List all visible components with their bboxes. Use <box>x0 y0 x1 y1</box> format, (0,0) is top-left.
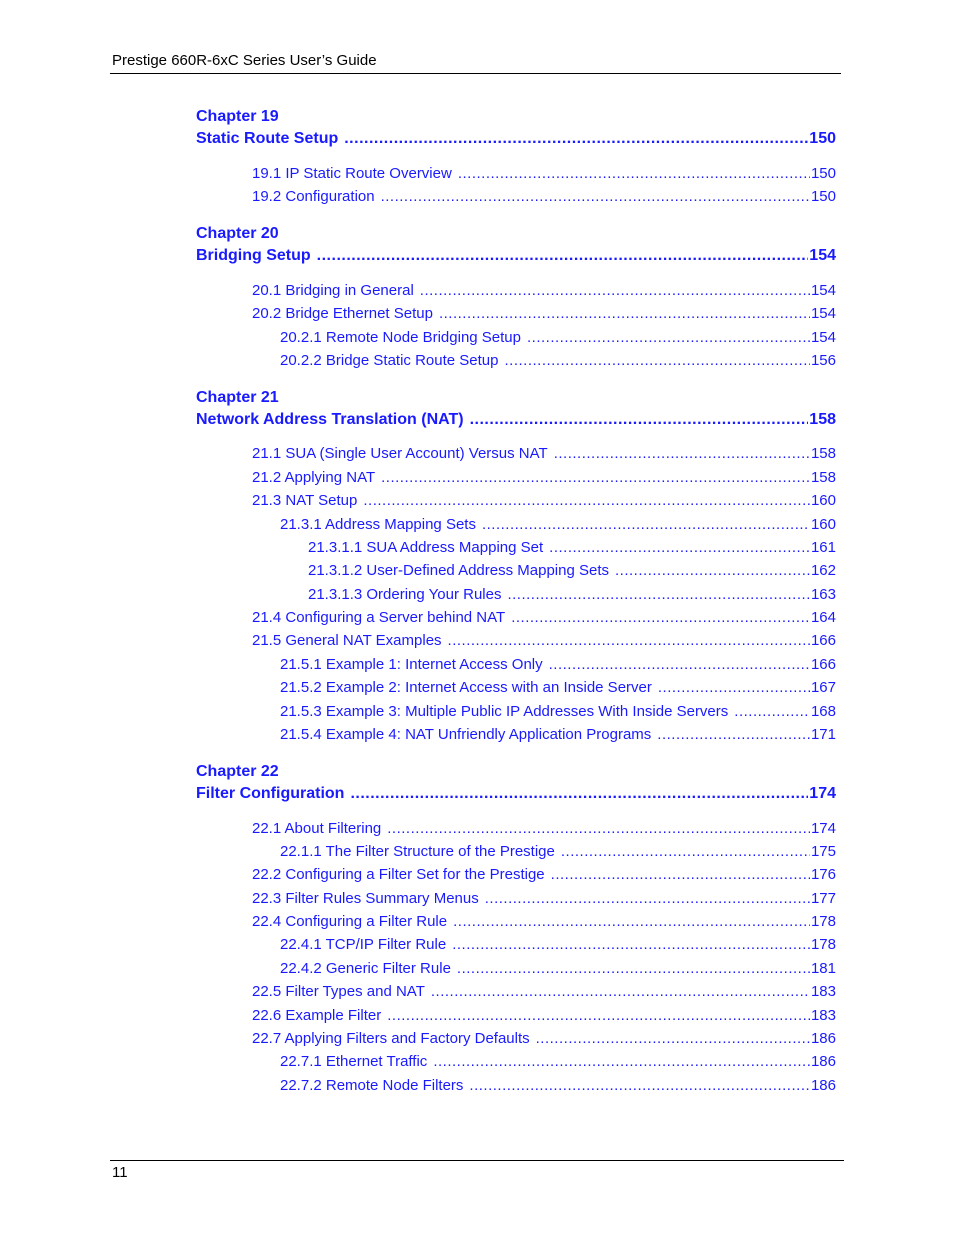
toc-entry-21-3[interactable] <box>252 491 836 511</box>
dot-leader <box>420 281 810 301</box>
toc-entry-21-5-2[interactable] <box>280 678 836 698</box>
toc-entry-20-2[interactable] <box>252 304 836 324</box>
dot-leader <box>387 819 810 839</box>
chapter-19-page: 150 <box>809 130 836 147</box>
toc-entry-title: 20.1 Bridging in General <box>252 282 414 299</box>
toc-entry-21-5-3[interactable] <box>280 702 836 722</box>
toc-entry-title: 21.3.1 Address Mapping Sets <box>280 516 476 533</box>
toc-entry-title: 21.3 NAT Setup <box>252 492 358 509</box>
toc-entry-page: 167 <box>810 679 836 696</box>
footer-divider <box>110 1160 844 1161</box>
toc-entry-title: 21.3.1.3 Ordering Your Rules <box>308 586 502 603</box>
chapter-22-label: Chapter 22 <box>196 763 279 780</box>
toc-entry-page: 154 <box>810 305 836 322</box>
toc-entry-title: 21.2 Applying NAT <box>252 469 376 486</box>
toc-entry-20-2-1[interactable] <box>280 328 836 348</box>
toc-entry-title: 22.3 Filter Rules Summary Menus <box>252 890 479 907</box>
dot-leader <box>381 468 810 488</box>
dot-leader <box>551 865 810 885</box>
dot-leader <box>317 246 809 266</box>
toc-entry-title: 22.7.1 Ethernet Traffic <box>280 1053 428 1070</box>
toc-entry-title: 22.4.2 Generic Filter Rule <box>280 960 451 977</box>
toc-entry-page: 168 <box>810 703 836 720</box>
toc-entry-title: 22.6 Example Filter <box>252 1007 382 1024</box>
dot-leader <box>452 935 810 955</box>
toc-entry-22-1[interactable] <box>252 819 836 839</box>
toc-entry-title: 21.5.2 Example 2: Internet Access with an Inside Server <box>280 679 652 696</box>
dot-leader <box>527 328 810 348</box>
toc-entry-19-1[interactable] <box>252 164 836 184</box>
toc-entry-title: 21.5.3 Example 3: Multiple Public IP Addresses With Inside Servers <box>280 703 729 720</box>
dot-leader <box>658 678 810 698</box>
dot-leader <box>549 538 810 558</box>
toc-entry-title: 21.5.4 Example 4: NAT Unfriendly Application Programs <box>280 726 652 743</box>
dot-leader <box>507 585 810 605</box>
toc-entry-21-2[interactable] <box>252 468 836 488</box>
chapter-22-title: Filter Configuration <box>196 785 345 802</box>
toc-entry-page: 166 <box>810 632 836 649</box>
toc-entry-page: 177 <box>810 890 836 907</box>
dot-leader <box>549 655 810 675</box>
toc-entry-title: 21.5.1 Example 1: Internet Access Only <box>280 656 543 673</box>
dot-leader <box>561 842 810 862</box>
toc-entry-22-3[interactable] <box>252 889 836 909</box>
toc-entry-page: 150 <box>810 188 836 205</box>
toc-entry-title: 21.1 SUA (Single User Account) Versus NAT <box>252 445 548 462</box>
toc-entry-title: 22.1.1 The Filter Structure of the Prestige <box>280 843 555 860</box>
toc-entry-page: 186 <box>810 1053 836 1070</box>
dot-leader <box>470 410 809 430</box>
chapter-21-label: Chapter 21 <box>196 389 279 406</box>
dot-leader <box>387 1006 810 1026</box>
dot-leader <box>615 561 810 581</box>
toc-entry-20-1[interactable] <box>252 281 836 301</box>
chapter-22-title-link[interactable] <box>196 782 836 804</box>
dot-leader <box>344 129 808 149</box>
toc-entry-page: 178 <box>810 913 836 930</box>
dot-leader <box>458 164 810 184</box>
toc-entry-page: 156 <box>810 352 836 369</box>
toc-entry-title: 22.4.1 TCP/IP Filter Rule <box>280 936 447 953</box>
toc-entry-22-6[interactable] <box>252 1006 836 1026</box>
dot-leader <box>381 187 810 207</box>
dot-leader <box>453 912 810 932</box>
toc-entry-22-2[interactable] <box>252 865 836 885</box>
toc-entry-page: 183 <box>810 983 836 1000</box>
toc-entry-page: 171 <box>810 726 836 743</box>
toc-entry-title: 19.2 Configuration <box>252 188 375 205</box>
toc-entry-22-4-1[interactable] <box>280 935 836 955</box>
toc-entry-page: 150 <box>810 165 836 182</box>
dot-leader <box>431 982 810 1002</box>
toc-entry-title: 22.4 Configuring a Filter Rule <box>252 913 448 930</box>
toc-entry-title: 20.2 Bridge Ethernet Setup <box>252 305 433 322</box>
page-header-title: Prestige 660R-6xC Series User’s Guide <box>112 52 377 69</box>
toc-entry-page: 186 <box>810 1077 836 1094</box>
toc-entry-22-4-2[interactable] <box>280 959 836 979</box>
toc-entry-page: 163 <box>810 586 836 603</box>
toc-entry-page: 162 <box>810 562 836 579</box>
dot-leader <box>457 959 810 979</box>
dot-leader <box>448 631 810 651</box>
toc-entry-page: 164 <box>810 609 836 626</box>
toc-entry-20-2-2[interactable] <box>280 351 836 371</box>
toc-entry-22-4[interactable] <box>252 912 836 932</box>
page-number: 11 <box>112 1164 128 1181</box>
toc-entry-page: 176 <box>810 866 836 883</box>
dot-leader <box>504 351 809 371</box>
chapter-20-page: 154 <box>809 247 836 264</box>
toc-entry-21-1[interactable] <box>252 444 836 464</box>
toc-entry-title: 21.3.1.1 SUA Address Mapping Set <box>308 539 544 556</box>
toc-entry-page: 166 <box>810 656 836 673</box>
dot-leader <box>485 889 810 909</box>
dot-leader <box>350 784 808 804</box>
toc-entry-title: 19.1 IP Static Route Overview <box>252 165 452 182</box>
chapter-21-title: Network Address Translation (NAT) <box>196 411 464 428</box>
toc-entry-21-3-1-2[interactable] <box>308 561 836 581</box>
toc-entry-22-5[interactable] <box>252 982 836 1002</box>
chapter-19-title: Static Route Setup <box>196 130 339 147</box>
toc-entry-page: 183 <box>810 1007 836 1024</box>
toc-entry-page: 186 <box>810 1030 836 1047</box>
toc-entry-title: 21.5 General NAT Examples <box>252 632 442 649</box>
dot-leader <box>657 725 810 745</box>
chapter-20-label: Chapter 20 <box>196 225 279 242</box>
toc-entry-22-7-2[interactable] <box>280 1076 836 1096</box>
toc-entry-page: 181 <box>810 960 836 977</box>
dot-leader <box>433 1052 810 1072</box>
toc-entry-title: 20.2.2 Bridge Static Route Setup <box>280 352 499 369</box>
toc-entry-page: 174 <box>810 820 836 837</box>
toc-entry-page: 160 <box>810 492 836 509</box>
toc-entry-title: 20.2.1 Remote Node Bridging Setup <box>280 329 521 346</box>
toc-entry-21-3-1-3[interactable] <box>308 585 836 605</box>
dot-leader <box>363 491 810 511</box>
toc-entry-title: 22.7.2 Remote Node Filters <box>280 1077 464 1094</box>
toc-entry-19-2[interactable] <box>252 187 836 207</box>
chapter-22-page: 174 <box>809 785 836 802</box>
toc-entry-21-3-1-1[interactable] <box>308 538 836 558</box>
toc-entry-title: 22.7 Applying Filters and Factory Defaults <box>252 1030 530 1047</box>
toc-entry-21-4[interactable] <box>252 608 836 628</box>
toc-entry-22-7-1[interactable] <box>280 1052 836 1072</box>
chapter-19-label: Chapter 19 <box>196 108 279 125</box>
toc-entry-21-5-4[interactable] <box>280 725 836 745</box>
toc-entry-22-1-1[interactable] <box>280 842 836 862</box>
toc-entry-title: 22.1 About Filtering <box>252 820 382 837</box>
chapter-20-title-link[interactable] <box>196 244 836 266</box>
chapter-21-page: 158 <box>809 411 836 428</box>
toc-entry-page: 160 <box>810 516 836 533</box>
toc-entry-title: 21.3.1.2 User-Defined Address Mapping Sets <box>308 562 610 579</box>
toc-entry-page: 158 <box>810 445 836 462</box>
toc-entry-page: 154 <box>810 329 836 346</box>
toc-entry-title: 21.4 Configuring a Server behind NAT <box>252 609 506 626</box>
chapter-20-title: Bridging Setup <box>196 247 311 264</box>
toc-entry-page: 175 <box>810 843 836 860</box>
toc-entry-title: 22.2 Configuring a Filter Set for the Prestige <box>252 866 545 883</box>
toc-entry-21-5[interactable] <box>252 631 836 651</box>
dot-leader <box>439 304 810 324</box>
toc-entry-21-3-1[interactable] <box>280 515 836 535</box>
toc-entry-title: 22.5 Filter Types and NAT <box>252 983 425 1000</box>
toc-entry-21-5-1[interactable] <box>280 655 836 675</box>
dot-leader <box>511 608 810 628</box>
dot-leader <box>482 515 810 535</box>
dot-leader <box>554 444 810 464</box>
chapter-19-title-link[interactable] <box>196 127 836 149</box>
dot-leader <box>734 702 810 722</box>
dot-leader <box>536 1029 810 1049</box>
toc-entry-page: 161 <box>810 539 836 556</box>
dot-leader <box>469 1076 810 1096</box>
toc-entry-page: 178 <box>810 936 836 953</box>
chapter-21-title-link[interactable] <box>196 408 836 430</box>
toc-entry-page: 158 <box>810 469 836 486</box>
toc-entry-22-7[interactable] <box>252 1029 836 1049</box>
toc-entry-page: 154 <box>810 282 836 299</box>
